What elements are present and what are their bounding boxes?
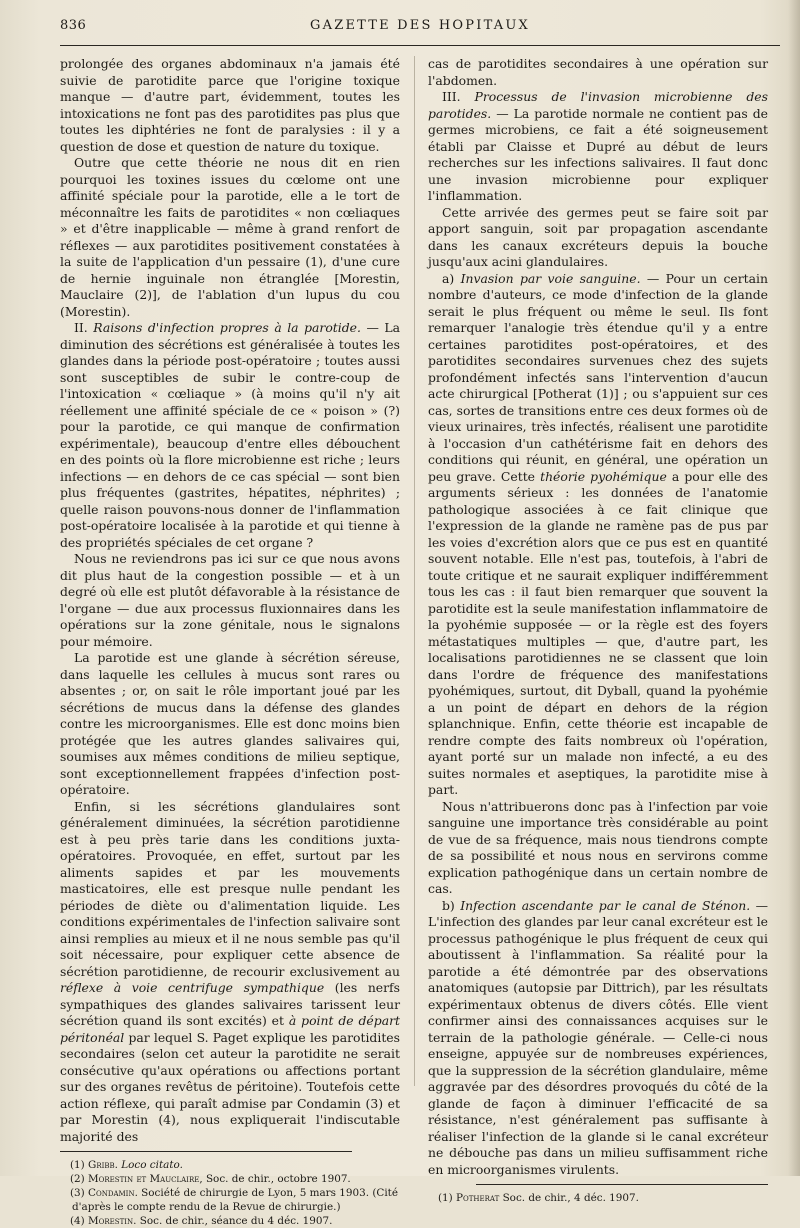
footnote-number: (2) xyxy=(70,1173,89,1185)
section-body: — La diminution des sécrétions est généralisée à toutes les glandes dans la période post-opératoire ; toutes aussi sont susceptibles de subir le contre-coup de l'intoxication « cœliaque » (à moins qu'il n'y ait réellement une affinité spéciale de ce « poison » (?) pour la parotide, ce qui manque de confirmation expérimentale), beaucoup d'entre elles débouchent en des points où la flore microbienne est riche ; leurs infections — en dehors de ce cas spécial — sont bien plus fréquentes (gastrites, hépatites, néphrites) ; quelle raison pouvons-nous donner de l'inflammation post-opératoire localisée à la parotide et qui tienne à des propriétés spéciales de cet organe ? xyxy=(60,320,401,550)
paragraph: prolongée des organes abdominaux n'a jamais été suivie de parotidite parce que l'origine toxique manque — d'autre part, évidemment, toutes les intoxications ne font pas des parotidites pas plus que toutes les diphtéries ne font de paralysies : il y a question de dose et question de nature du toxique. xyxy=(60,56,400,154)
footnote-author: Gribb. xyxy=(88,1159,118,1171)
text-run: par lequel S. Paget explique les parotidites secondaires (selon cet auteur la parotidite ne serait consécutive qu'aux opérations ou affections portant sur des organes revêtus de péritoine). Toutefois cette action réflexe, qui paraît admise par Condamin (3) et par Morestin (4), nous expliquerait l'indiscutable majorité des xyxy=(60,1029,400,1144)
subsection-heading: Invasion par voie sanguine. xyxy=(460,270,641,286)
section-heading: Processus de l'invasion microbienne des parotides. xyxy=(428,89,768,121)
section-body: — L'infection des glandes par leur canal excréteur est le processus pathogénique le plus fréquent de ceux qui aboutissent à l'inflammation. Sa réalité pour la parotide a été démontrée par des observations anatomiques (autopsie par Dittrich), par les résultats expérimentaux obtenus de divers côtés. Elle vient confirmer ainsi des connaissances acquises sur le terrain de la pathologie générale. — Celle-ci nous enseigne, appuyée sur de nombreuses expériences, que la suppression de la sécrétion glandulaire, même aggravée par des désordres provoqués du côté de la glande de façon à diminuer l'efficacité de sa résistance, n'est généralement pas suffisante à réaliser l'infection de la glande si le canal excréteur ne débouche pas dans un milieu suffisamment riche en microorganismes virulents. xyxy=(428,897,768,1177)
subsection-label: b) xyxy=(442,897,461,913)
subsection-heading: Infection ascendante par le canal de Sténon. xyxy=(460,897,751,913)
footnote-text: Soc. de chir., octobre 1907. xyxy=(202,1173,351,1185)
emphasis: à point de départ péritonéal xyxy=(60,1013,400,1045)
section-number: III. xyxy=(442,89,475,104)
footnote-author: Condamin. xyxy=(88,1187,138,1199)
footnote-text: Loco citato. xyxy=(117,1159,183,1171)
footnote-text: Soc. de chir., 4 déc. 1907. xyxy=(499,1192,639,1204)
footnote-author: Morestin. xyxy=(88,1215,137,1227)
footnote-text: Soc. de chir., séance du 4 déc. 1907. xyxy=(136,1215,333,1227)
section-body: — La parotide normale ne contient pas de germes microbiens, ce fait a été soigneusement établi par Claisse et Dupré au début de leurs recherches sur les infections salivaires. Il faut donc une invasion microbienne pour expliquer l'inflammation. xyxy=(428,105,768,203)
text-run: Enfin, si les sécrétions glandulaires sont généralement diminuées, la sécrétion parotidienne est à peu près tarie dans les conditions juxta-opératoires. Provoquée, en effet, surtout par les aliments sapides et par les mouvements masticatoires, elle est presque nulle pendant les périodes de diète ou d'alimentation liquide. Les conditions expérimentales de l'infection salivaire sont ainsi remplies au mieux et il ne nous semble pas qu'il soit nécessaire, pour expliquer cette absence de sécrétion parotidienne, de recourir exclusivement au xyxy=(60,798,400,979)
text-run: a pour elle des arguments sérieux : les données de l'anatomie pathologique associées à ce fait clinique que l'expression de la glande ne ramène pas de pus par les voies d'excrétion alors que ce pus est en quantité souvent notable. Elle n'est pas, toutefois, à l'abri de toute critique et ne saurait expliquer indifféremment tous les cas : il faut bien remarquer que souvent la parotidite est la seule manifestation inflammatoire de la pyohémie supposée — or la règle est des foyers métastatiques multiples — que, d'autre part, les localisations parotidiennes ne se classent que loin dans l'ordre de fréquence des manifestations pyohémiques, surtout, dit Dyball, quand la pyohémie a un point de départ en dehors de la région splanchnique. Enfin, cette théorie est incapable de rendre compte des faits nombreux où l'opération, ayant porté sur un malade non infecté, a eu des suites normales et aseptiques, la parotidite mise à part. xyxy=(428,468,769,797)
footnote-number: (1) xyxy=(438,1192,457,1204)
paragraph: Nous ne reviendrons pas ici sur ce que nous avons dit plus haut de la congestion possible — et à un degré où elle est plutôt défavorable à la résistance de l'organe — due aux processus fluxionnaires dans les opérations sur la zone génitale, nous le signalons pour mémoire. xyxy=(60,551,400,649)
footnotes xyxy=(428,1191,768,1205)
paragraph: cas de parotidites secondaires à une opération sur l'abdomen. xyxy=(428,56,768,88)
footnote-number: (4) xyxy=(70,1215,89,1227)
footnote-rule xyxy=(476,1184,768,1185)
footnote xyxy=(60,1186,400,1214)
paragraph: Nous n'attribuerons donc pas à l'infection par voie sanguine une importance très considérable au point de vue de sa fréquence, mais nous tiendrons compte de sa possibilité et nous nous en servirons comme explication pathogénique dans un certain nombre de cas. xyxy=(428,798,768,896)
footnote-text: Société de chirurgie de Lyon, 5 mars 1903. (Cité d'après le compte rendu de la Revue de chirurgie.) xyxy=(72,1187,398,1213)
text-run: — Pour un certain nombre d'auteurs, ce mode d'infection de la glande serait le plus fréquent ou même le seul. Ils font remarquer l'analogie très étendue qu'il y a entre certaines parotidites post-opératoires, et des parotidites secondaires survenues chez des sujets profondément infectés sans l'intervention d'aucun acte chirurgical [Potherat (1)] ; ou s'appuient sur ces cas, sortes de transitions entre ces deux formes où de vieux urinaires, très infectés, réalisent une parotidite à l'occasion d'un cathétérisme fait en dehors des conditions qui réunit, en général, une opération un peu grave. Cette xyxy=(428,270,768,484)
footnotes xyxy=(60,1158,400,1228)
footnote xyxy=(60,1214,400,1228)
footnote-rule xyxy=(60,1151,352,1152)
page-edge-shadow xyxy=(788,0,800,1176)
paragraph xyxy=(60,799,400,1146)
paragraph: Cette arrivée des germes peut se faire soit par apport sanguin, soit par propagation ascendante dans les canaux excréteurs depuis la bouche jusqu'aux acini glandulaires. xyxy=(428,204,768,269)
footnote xyxy=(428,1191,768,1205)
footnote-number: (1) xyxy=(70,1159,89,1171)
emphasis: réflexe à voie centrifuge sympathique xyxy=(60,980,325,995)
subsection-paragraph xyxy=(428,898,768,1179)
footnote xyxy=(60,1158,400,1172)
page-header xyxy=(60,18,780,40)
header-rule xyxy=(60,45,780,46)
subsection-label: a) xyxy=(442,270,461,286)
page-number: 836 xyxy=(60,18,87,33)
section-paragraph xyxy=(60,320,400,551)
left-column xyxy=(60,56,401,1227)
footnote-number: (3) xyxy=(70,1187,89,1199)
footnote xyxy=(60,1172,400,1186)
running-title: GAZETTE DES HOPITAUX xyxy=(310,18,530,33)
paragraph: La parotide est une glande à sécrétion séreuse, dans laquelle les cellules à mucus sont rares ou absentes ; or, on sait le rôle important joué par les sécrétions de mucus dans la défense des glandes contre les microorganismes. Elle est donc moins bien protégée que les autres glandes salivaires qui, soumises aux mêmes conditions de milieu septique, sont exceptionnellement frappées d'infection post-opératoire. xyxy=(60,650,400,797)
footnote-author: Potherat xyxy=(456,1192,500,1204)
subsection-paragraph xyxy=(428,271,768,799)
right-column xyxy=(428,56,769,1204)
column-divider xyxy=(414,56,415,1086)
text-run: (les nerfs sympathiques des glandes salivaires tarissent leur sécrétion quand ils sont excités) et xyxy=(60,980,400,1028)
section-number: II. xyxy=(74,320,94,335)
paragraph: Outre que cette théorie ne nous dit en rien pourquoi les toxines issues du cœlome ont une affinité spéciale pour la parotide, elle a le tort de méconnaître les faits de parotidites « non cœliaques » et d'être inapplicable — même à grand renfort de réflexes — aux parotidites positivement constatées à la suite de l'application d'un pessaire (1), d'une cure de hernie inguinale non étranglée [Morestin, Mauclaire (2)], de l'ablation d'un lupus du cou (Morestin). xyxy=(60,155,400,319)
section-paragraph xyxy=(428,89,768,205)
section-heading: Raisons d'infection propres à la parotide. xyxy=(93,320,361,335)
emphasis: théorie pyohémique xyxy=(540,468,667,484)
footnote-author: Morestin et Mauclaire, xyxy=(88,1173,203,1185)
